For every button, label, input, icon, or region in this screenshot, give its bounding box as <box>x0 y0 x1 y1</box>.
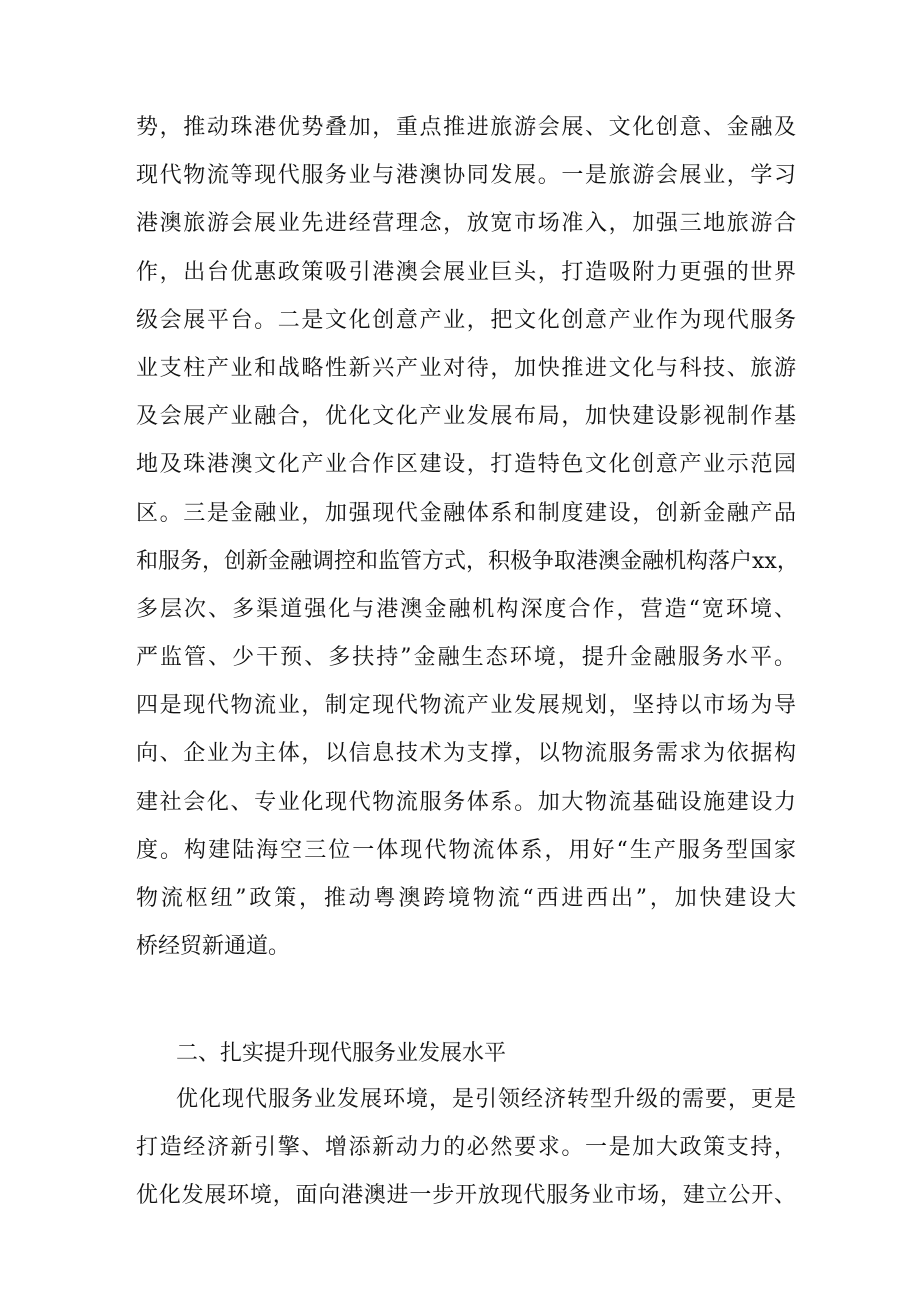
section-heading-text: 二、扎实提升现代服务业发展水平 <box>176 1041 507 1066</box>
paragraph-line: 向、企业为主体，以信息技术为支撑，以物流服务需求为依据构 <box>136 741 796 767</box>
paragraph-line: 优化现代服务业发展环境，是引领经济转型升级的需要，更是 <box>176 1087 796 1112</box>
paragraph-line: 势，推动珠港优势叠加，重点推进旅游会展、文化创意、金融及 <box>136 115 796 140</box>
paragraph-line: 作，出台优惠政策吸引港澳会展业巨头，打造吸附力更强的世界 <box>136 259 796 285</box>
paragraph-line: 区。三是金融业，加强现代金融体系和制度建设，创新金融产品 <box>136 500 796 526</box>
paragraph-line: 优化发展环境，面向港澳进一步开放现代服务业市场，建立公开、 <box>136 1183 796 1209</box>
paragraph-line: 级会展平台。二是文化创意产业，把文化创意产业作为现代服务 <box>136 307 796 333</box>
paragraph-line: 打造经济新引擎、增添新动力的必然要求。一是加大政策支持， <box>136 1135 796 1161</box>
paragraph-line: 现代物流等现代服务业与港澳协同发展。一是旅游会展业，学习 <box>136 163 796 189</box>
paragraph-line: 物流枢纽”政策，推动粤澳跨境物流“西进西出”，加快建设大 <box>136 886 796 911</box>
paragraph-line: 建社会化、专业化现代物流服务体系。加大物流基础设施建设力 <box>136 789 796 815</box>
section-heading <box>176 1030 836 1078</box>
paragraph-line: 多层次、多渠道强化与港澳金融机构深度合作，营造“宽环境、 <box>136 596 796 622</box>
paragraph-line: 和服务，创新金融调控和监管方式，积极争取港澳金融机构落户xx， <box>136 548 799 574</box>
paragraph-line: 严监管、少干预、多扶持”金融生态环境，提升金融服务水平。 <box>136 645 796 671</box>
body-paragraph-2 <box>136 1076 796 1221</box>
paragraph-line: 地及珠港澳文化产业合作区建设，打造特色文化创意产业示范园 <box>136 452 796 478</box>
paragraph-line: 及会展产业融合，优化文化产业发展布局，加快建设影视制作基 <box>136 404 796 430</box>
paragraph-line: 港澳旅游会展业先进经营理念，放宽市场准入，加强三地旅游合 <box>136 211 796 237</box>
paragraph-line: 度。构建陆海空三位一体现代物流体系，用好“生产服务型国家 <box>136 837 796 863</box>
body-paragraph-1 <box>136 104 799 971</box>
paragraph-line: 桥经贸新通道。 <box>136 934 291 960</box>
paragraph-line: 四是现代物流业，制定现代物流产业发展规划，坚持以市场为导 <box>136 693 796 719</box>
paragraph-line: 业支柱产业和战略性新兴产业对待，加快推进文化与科技、旅游 <box>136 355 796 381</box>
